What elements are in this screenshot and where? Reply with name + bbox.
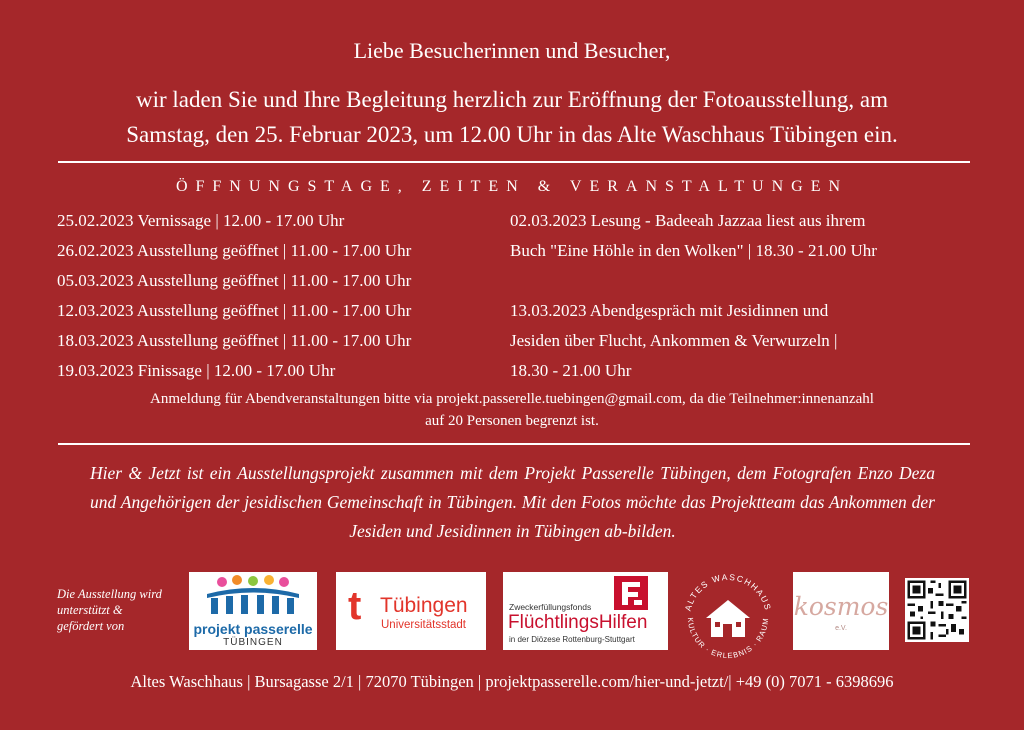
schedule-list	[57, 206, 497, 386]
fluechtlingshilfen-mark-icon	[612, 574, 650, 612]
schedule-item: 05.03.2023 Ausstellung geöffnet | 11.00 - 17.00 Uhr	[57, 271, 412, 290]
schedule-item: 12.03.2023 Ausstellung geöffnet | 11.00 - 17.00 Uhr	[57, 301, 412, 320]
tuebingen-title: Tübingen	[380, 594, 468, 617]
house-icon	[706, 600, 750, 637]
sponsor-note-line: Die Ausstellung wird	[57, 587, 162, 601]
kosmos-suffix: e.V.	[835, 625, 847, 632]
schedule-item: 18.03.2023 Ausstellung geöffnet | 11.00 - 17.00 Uhr	[57, 331, 412, 350]
schedule-heading: ÖFFNUNGSTAGE, ZEITEN & VERANSTALTUNGEN	[175, 178, 849, 195]
evening-events	[510, 206, 980, 386]
kosmos-title: kosmos	[793, 592, 889, 621]
fluechtlingshilfen-fund: Zweckerfüllungsfonds	[509, 602, 592, 612]
schedule-item: 19.03.2023 Finissage | 12.00 - 17.00 Uhr	[57, 361, 336, 380]
sponsor-note-line: unterstützt &	[57, 603, 123, 617]
sponsor-note	[57, 586, 187, 634]
fluechtlingshilfen-diocese: in der Diözese Rottenburg-Stuttgart	[509, 635, 635, 644]
project-description: Hier & Jetzt ist ein Ausstellungsprojekt zusammen mit dem Projekt Passerelle Tübingen, dem Fotografen Enzo Deza und Angehörigen der jesidischen Gemeinschaft in Tübingen. Mit den Fotos möchte das Projektteam das Ankommen der Jesiden und Jesidinnen in Tübingen ab-bilden.	[90, 463, 935, 541]
tuebingen-mark-icon: t	[348, 584, 362, 628]
qr-code[interactable]	[905, 578, 969, 642]
tuebingen-logo	[336, 572, 486, 650]
sponsor-note-line: gefördert von	[57, 619, 125, 633]
waschhaus-ring-top: ALTES WASCHHAUS	[682, 571, 774, 613]
divider	[58, 443, 970, 445]
event-line: 02.03.2023 Lesung - Badeeah Jazzaa liest aus ihrem	[510, 211, 866, 230]
schedule-item: 25.02.2023 Vernissage | 12.00 - 17.00 Uhr	[57, 211, 345, 230]
passerelle-logo	[189, 572, 317, 650]
event-line: Buch "Eine Höhle in den Wolken" | 18.30 - 21.00 Uhr	[510, 241, 877, 260]
fluechtlingshilfen-title: FlüchtlingsHilfen	[508, 612, 648, 633]
passerelle-city: TÜBINGEN	[223, 637, 283, 648]
event-line: 18.30 - 21.00 Uhr	[510, 361, 632, 380]
tuebingen-subtitle: Universitätsstadt	[381, 619, 467, 631]
event-talk	[510, 296, 980, 386]
signup-note	[40, 388, 984, 432]
signup-line: auf 20 Personen begrenzt ist.	[425, 413, 599, 429]
event-reading	[510, 206, 980, 266]
greeting: Liebe Besucherinnen und Besucher,	[353, 38, 671, 63]
footer-contact: Altes Waschhaus | Bursagasse 2/1 | 72070 Tübingen | projektpasserelle.com/hier-und-jetzt/| +49 (0) 7071 - 6398696	[130, 672, 894, 691]
invitation-line: wir laden Sie und Ihre Begleitung herzlich zur Eröffnung der Fotoausstellung, am	[136, 87, 888, 112]
divider	[58, 161, 970, 163]
altes-waschhaus-logo	[676, 566, 780, 670]
schedule-item: 26.02.2023 Ausstellung geöffnet | 11.00 - 17.00 Uhr	[57, 241, 412, 260]
event-line: Jesiden über Flucht, Ankommen & Verwurzeln |	[510, 331, 838, 350]
invitation-line: Samstag, den 25. Februar 2023, um 12.00 Uhr in das Alte Waschhaus Tübingen ein.	[126, 122, 898, 147]
waschhaus-ring-bottom: KULTUR · ERLEBNIS · RAUM	[685, 617, 771, 661]
invitation-text	[40, 82, 984, 152]
event-line: 13.03.2023 Abendgespräch mit Jesidinnen und	[510, 301, 829, 320]
bridge-icon	[189, 572, 317, 616]
signup-line: Anmeldung für Abendveranstaltungen bitte via projekt.passerelle.tuebingen@gmail.com, da die Teilnehmer:innenanzahl	[150, 391, 874, 407]
passerelle-name: projekt passerelle	[193, 621, 313, 637]
kosmos-logo	[793, 572, 889, 650]
fluechtlingshilfen-logo	[503, 572, 668, 650]
